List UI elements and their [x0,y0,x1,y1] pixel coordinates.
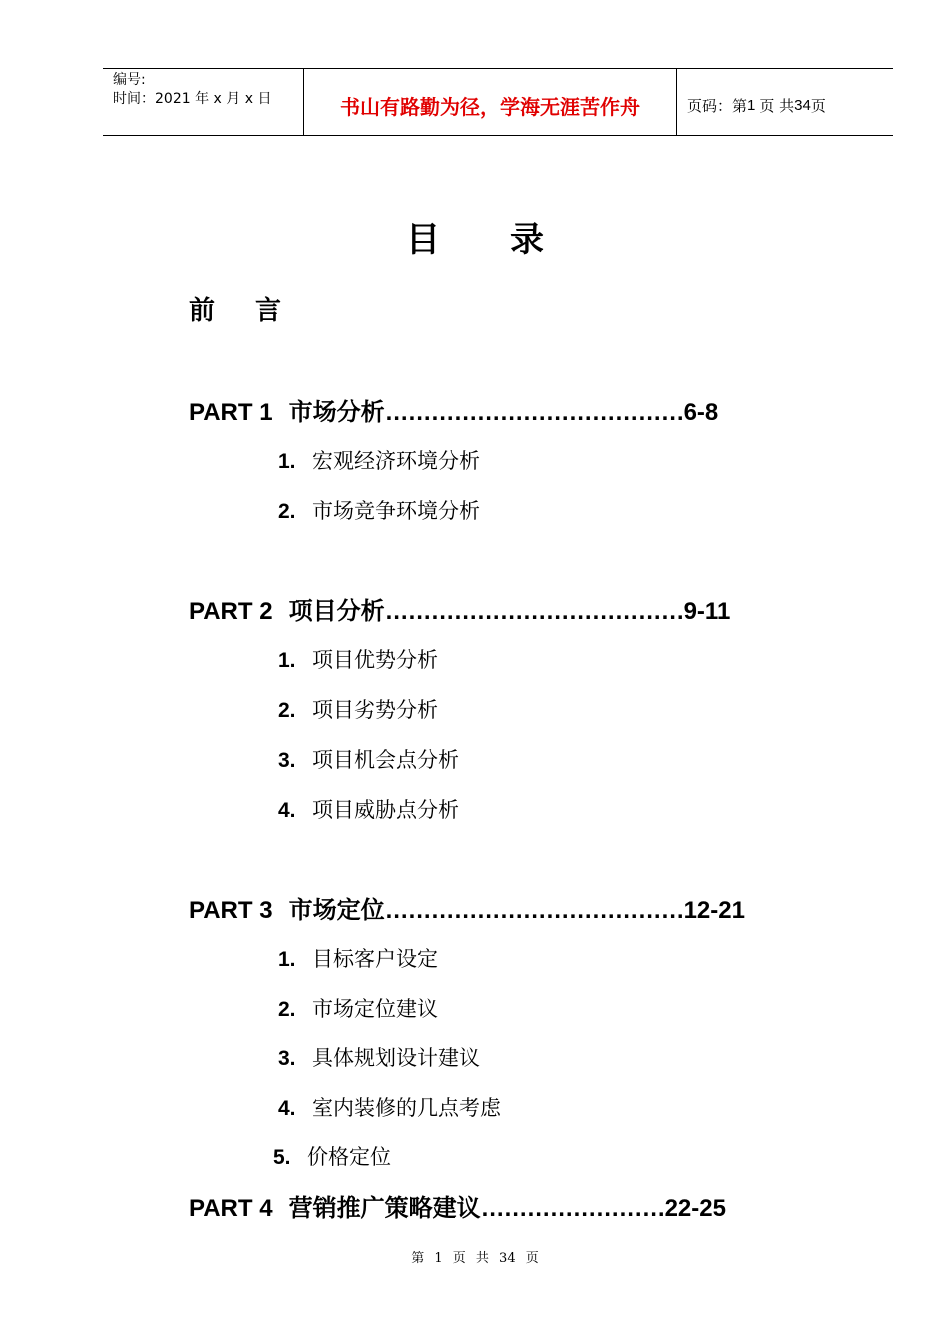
page-total: 34 [794,96,811,114]
part-pages: 9-11 [683,598,731,625]
toc-item[interactable] [278,794,459,824]
part-title: 市场定位 [288,896,385,924]
toc-item[interactable] [278,644,438,674]
toc-item[interactable] [278,495,480,525]
part-title: 项目分析 [288,597,385,625]
item-text: 项目机会点分析 [312,748,459,772]
part-pages: 6-8 [683,399,719,426]
item-number: 1. [278,450,296,473]
item-number: 5. [273,1146,291,1169]
item-number: 2. [278,500,296,523]
toc-item[interactable] [278,993,438,1023]
part-title: 营销推广策略建议 [288,1194,481,1222]
part-code: PART 4 [189,1195,273,1222]
toc-item[interactable] [278,943,438,973]
toc-item[interactable] [278,694,438,724]
item-text: 具体规划设计建议 [312,1046,480,1070]
item-text: 室内装修的几点考虑 [312,1096,501,1120]
toc-part-1[interactable] [189,392,718,427]
page-header [103,68,893,136]
item-number: 1. [278,948,296,971]
part-leader: ………………………………… [384,399,684,426]
item-text: 市场定位建议 [312,997,438,1021]
toc-item[interactable] [278,1092,501,1122]
header-motto: 书山有路勤为径，学海无涯苦作舟 [304,69,677,135]
part-pages: 12-21 [683,897,745,924]
item-text: 宏观经济环境分析 [312,449,480,473]
item-number: 2. [278,998,296,1021]
item-text: 项目优势分析 [312,648,438,672]
item-number: 4. [278,799,296,822]
toc-part-3[interactable] [189,890,745,925]
toc-item[interactable] [278,744,459,774]
header-meta [103,69,304,135]
item-number: 4. [278,1097,296,1120]
item-text: 价格定位 [307,1145,391,1169]
page-mid: 页 共 [759,96,795,115]
part-code: PART 3 [189,897,273,924]
toc-preface: 前言 [189,296,322,326]
header-page-info [677,69,893,135]
part-leader: ………………………………… [384,598,684,625]
part-leader: …………………… [480,1195,665,1222]
toc-item[interactable] [278,1042,480,1072]
serial-label: 编号: [113,72,146,88]
toc-item[interactable] [278,445,480,475]
part-title: 市场分析 [288,398,385,426]
page-current: 1 [747,96,756,114]
item-number: 3. [278,749,296,772]
toc-part-2[interactable] [189,591,730,626]
item-text: 项目劣势分析 [312,698,438,722]
toc-title: 目录 [406,220,614,260]
toc-part-4[interactable] [189,1188,726,1223]
part-leader: ………………………………… [384,897,684,924]
item-text: 目标客户设定 [312,947,438,971]
item-number: 2. [278,699,296,722]
item-number: 1. [278,649,296,672]
part-pages: 22-25 [664,1195,726,1222]
page-footer: 第 1 页 共 34 页 [411,1251,539,1266]
item-number: 3. [278,1047,296,1070]
toc-item[interactable] [273,1141,391,1171]
page-label: 页码：第 [687,96,748,115]
part-code: PART 1 [189,399,273,426]
item-text: 市场竞争环境分析 [312,499,480,523]
part-code: PART 2 [189,598,273,625]
page-end: 页 [810,96,826,115]
time-label: 时间：2021 年 x 月 x 日 [113,91,272,107]
item-text: 项目威胁点分析 [312,798,459,822]
